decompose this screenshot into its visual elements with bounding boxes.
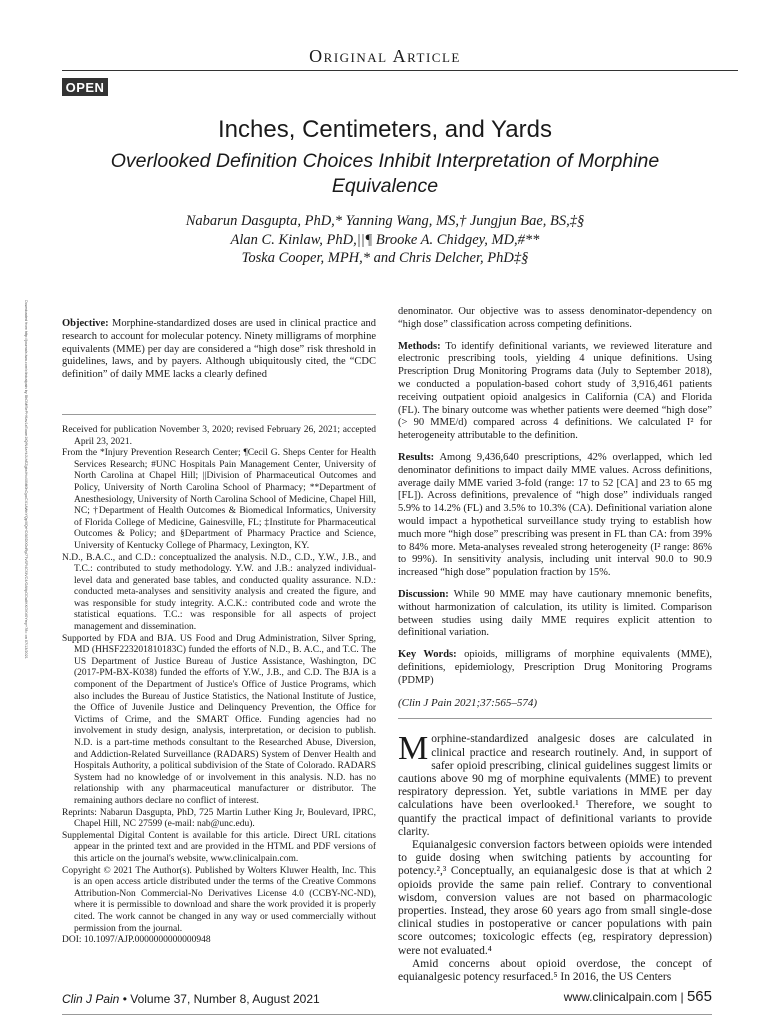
methods-text: To identify definitional variants, we reviewed literature and electronic prescribing tools, yielding 4 unique definitions. Using Prescription Drug Monitoring Programs data (July to September 2018), we conducted a population-based cohort study of 3,916,461 patients receiving outpatient opioid analgesics in California (CA) and Florida (FL). The binary outcome was whether patients were deemed “high dose” (> 90 MME/d) compared across 4 definitions. We calculated I² for heterogeneity attributable to the definition. bbox=[398, 340, 712, 442]
results-text: Among 9,436,640 prescriptions, 42% overlapped, which led denominator definitions to impact daily MME values. Across definitions, average daily MME varied 3-fold (range: 17 to 52 [CA] and 23 to 65 mg [FL]). Across definitions, prevalence of “high dose” individuals ranged 5.9% to 14.2% (FL) and 3.5% to 10.3% (CA). Definitional variation alone would impact a hypothetical surveillance study trying to establish how much more “high dose” prescribing was present in FL than CA: from 39% to 84% more. Meta-analyses revealed strong heterogeneity (I² range: 86% to 99%). In sensitivity analysis, including unit interval 90.0 to 90.9 increased “high dose” population fraction by 15%. bbox=[398, 451, 713, 579]
footer-journal-info: Clin J Pain • Volume 37, Number 8, August 2021 bbox=[62, 992, 320, 1006]
author-line: Alan C. Kinlaw, PhD,||¶ Brooke A. Chidgey, MD,#** bbox=[230, 231, 540, 248]
footnote-reprints: Reprints: Nabarun Dasgupta, PhD, 725 Martin Luther King Jr, Boulevard, IPRC, Chapel Hill, NC 27599 (e-mail: nab@unc.edu). bbox=[62, 807, 376, 830]
abstract-objective bbox=[62, 318, 376, 415]
methods-label: Methods: bbox=[398, 340, 441, 352]
author-line: Nabarun Dasgupta, PhD,* Yanning Wang, MS,† Jungjun Bae, BS,‡§ bbox=[185, 213, 585, 229]
objective-text: Morphine-standardized doses are used in clinical practice and research to account for molecular potency. Ninety milligrams of morphine equivalents (MME) per day are considered a “high dose” risk threshold in guidelines, laws, and by payers. Although ubiquitously cited, the “CDC definition” of daily MME lacks a clearly defined bbox=[62, 318, 376, 381]
footer-journal-name: Clin J Pain bbox=[62, 992, 120, 1006]
footnote-contributions: N.D., B.A.C., and C.D.: conceptualized the analysis. N.D., C.D., Y.W., J.B., and T.C.: contributed to study methodology. Y.W. and J.B.: analyzed individual-level data and generated base tables, and conducted quality assurance. N.D.: conducted meta-analyses and sensitivity analysis and created the figure, and was responsible for study integrity. A.C.K.: contributed code and wrote the statistical equations. T.C.: was responsible for all aspects of project management and dissemination. bbox=[62, 552, 376, 633]
discussion-text: While 90 MME may have cautionary mnemonic benefits, without harmonization of calculation, its utility is limited. Comparison between studies using daily MME requires explicit attention to definitional variation. bbox=[398, 588, 713, 639]
download-note-text: Downloaded from http://journals.lww.com/clinicalpain by BhDMf5ePHKav1zEoum1tQfN4a+kJLhEZgbsIHo4XMi0hCywCX1AWnYQp/IlQrHD3i3D0OdRyi7TvSFl4Cf3VC4/OAVpDDa8KKGKV0Ymy+78= on 07/13/2021 bbox=[24, 300, 28, 659]
article-type: Original Article bbox=[309, 46, 461, 66]
article-title: Inches, Centimeters, and Yards bbox=[218, 116, 552, 143]
objective-label: Objective: bbox=[62, 318, 109, 329]
keywords-text: opioids, milligrams of morphine equivalents (MME), definitions, epidemiology, Prescription Drug Monitoring Programs (PDMP) bbox=[398, 649, 712, 686]
results-label: Results: bbox=[398, 451, 435, 463]
footnote-doi: DOI: 10.1097/AJP.0000000000000948 bbox=[62, 935, 211, 946]
body-paragraph-3: Amid concerns about opioid overdose, the concept of equianalgesic potency resurfaced.⁵ In 2016, the US Centers bbox=[398, 957, 712, 983]
keywords-label: Key Words: bbox=[398, 649, 457, 661]
abstract-divider bbox=[398, 718, 712, 719]
objective-continued: denominator. Our objective was to assess denominator-dependency on “high dose” classification across competing definitions. bbox=[398, 306, 712, 330]
footnote-received: Received for publication November 3, 2020; revised February 26, 2021; accepted April 23, 2021. bbox=[62, 424, 376, 447]
footnote-affiliations: From the *Injury Prevention Research Center; ¶Cecil G. Sheps Center for Health Services Research; #UNC Hospitals Pain Management Center, University of North Carolina at Chapel Hill; ||Division of Pharmaceutical Outcomes and Policy, University of North Carolina School of Pharmacy; **Department of Anesthesiology, University of North Carolina School of Medicine, Chapel Hill, NC; †Department of Health Outcomes & Biomedical Informatics, University of Florida College of Medicine, Gainesville, FL; ‡Institute for Pharmaceutical Outcomes & Policy; and §Department of Pharmacy Practice and Science, University of Kentucky College of Pharmacy, Lexington, KY. bbox=[62, 448, 376, 551]
footer-website[interactable]: www.clinicalpain.com bbox=[563, 990, 678, 1004]
article-subtitle: Overlooked Definition Choices Inhibit Interpretation of Morphine Equivalence bbox=[110, 150, 660, 197]
abstract-results bbox=[398, 452, 712, 580]
footer-divider bbox=[62, 1014, 712, 1015]
drop-cap: M bbox=[398, 730, 429, 768]
body-paragraph-1 bbox=[398, 730, 712, 839]
left-column bbox=[62, 318, 376, 947]
discussion-label: Discussion: bbox=[398, 588, 449, 600]
download-side-note bbox=[20, 300, 30, 760]
journal-citation: (Clin J Pain 2021;37:565–574) bbox=[398, 696, 538, 709]
author-line: Toska Cooper, MPH,* and Chris Delcher, PhD‡§ bbox=[241, 250, 529, 266]
body-paragraph-1-text: orphine-standardized analgesic doses are calculated in clinical practice and research routinely. And, in support of safer opioid prescribing, clinical guidelines suggest limits or cautions above 90 mg of morphine equivalents (MME) to prevent respiratory depression. Yet, subtle variations in MME per day calculations have been overlooked.¹ Therefore, we sought to quantify the practical impact of definitional variants to provide clarity. bbox=[398, 733, 712, 838]
open-access-badge: OPEN bbox=[62, 78, 108, 96]
page-number: 565 bbox=[686, 988, 712, 1005]
abstract-methods bbox=[398, 341, 712, 443]
footnote-funding: Supported by FDA and BJA. US Food and Drug Administration, Silver Spring, MD (HHSF223201810183C) funded the efforts of N.D., B. A.C., and T.C. The US Department of Justice Bureau of Justice Assistance, Washington, DC (2017-PM-BX-K038) funded the efforts of Y.W., J.B., and C.D. The BJA is a component of the Department of Justice's Office of Justice Programs, which also includes the Bureau of Justice Statistics, the National Institute of Justice, the Office of Juvenile Justice and Delinquency Prevention, the Office for Victims of Crime, and the SMART Office. Funding agencies had no involvement in study design, analysis, interpretation, or decision to publish. N.D. is a part-time methods consultant to the Researched Abuse, Diversion, and Addiction-Related Surveillance (RADARS) System of Denver Health and Hospitals Authority, a political subdivision of the State of Colorado. RADARS System had no knowledge of or involvement in this analysis. N.D. has no relationship with any pharmaceutical manufacturer or distributor. The remaining authors declare no conflict of interest. bbox=[62, 633, 376, 806]
body-paragraph-2: Equianalgesic conversion factors between opioids were intended to guide dosing when switching patients by accounting for potency.²,³ Conceptually, an equianalgesic dose is that at which 2 opioids provide the same pain relief. Contrary to conventional wisdom, conversion values are not based on pharmacologic properties. Instead, they arose 60 years ago from small single-dose clinical studies in postoperative or cancer populations with pain score outcomes; toxicologic effects (eg, respiratory depression) were not evaluated.⁴ bbox=[398, 838, 712, 957]
header-divider bbox=[62, 70, 738, 71]
footnote-copyright: Copyright © 2021 The Author(s). Published by Wolters Kluwer Health, Inc. This is an open access article distributed under the terms of the Creative Commons Attribution-Non Commercial-No Derivatives License 4.0 (CCBY-NC-ND), where it is permissible to download and share the work provided it is properly cited. The work cannot be changed in any way or used commercially without permission from the journal. bbox=[62, 865, 376, 934]
footnotes bbox=[62, 425, 376, 947]
footer-site-page: www.clinicalpain.com | 565 bbox=[563, 988, 712, 1005]
footnote-supplemental: Supplemental Digital Content is available for this article. Direct URL citations appear in the printed text and are provided in the HTML and PDF versions of this article on the journal's website, www.clinicalpain.com. bbox=[62, 830, 376, 864]
abstract-discussion bbox=[398, 589, 712, 640]
footer-issue: Volume 37, Number 8, August 2021 bbox=[130, 992, 320, 1006]
right-column bbox=[398, 306, 712, 984]
abstract-keywords bbox=[398, 649, 712, 687]
author-list bbox=[100, 212, 670, 268]
